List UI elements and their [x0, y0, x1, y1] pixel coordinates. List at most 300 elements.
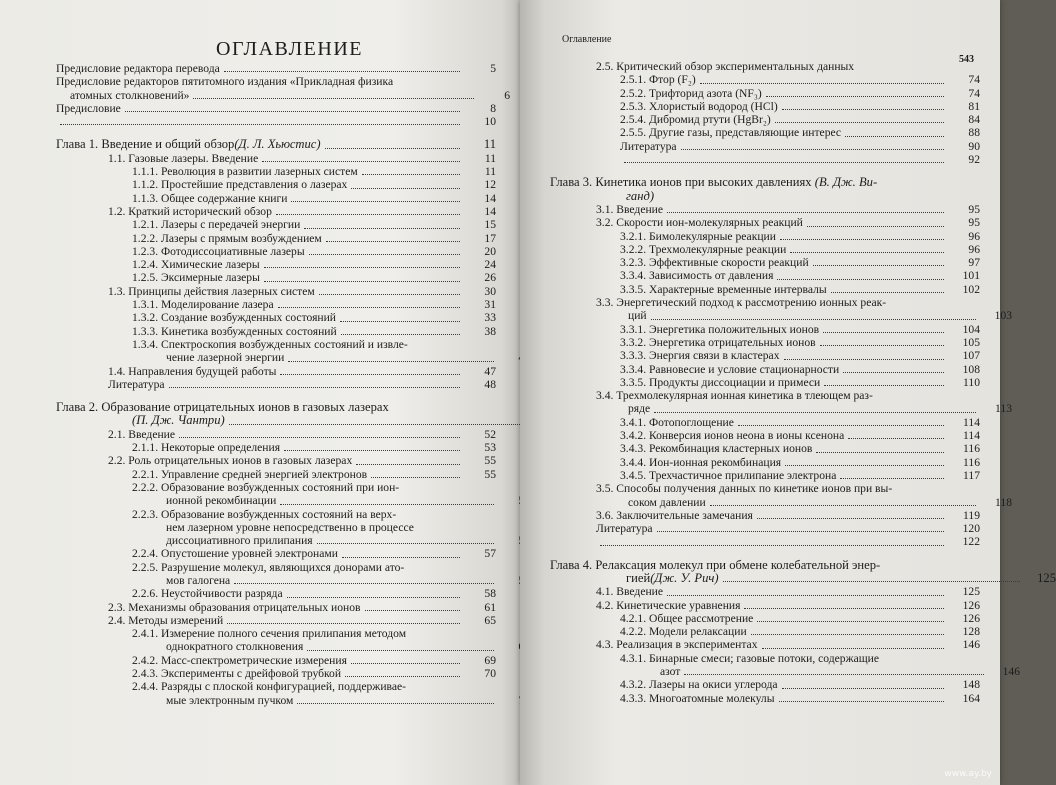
toc-entry	[56, 165, 496, 178]
toc-page-number: 126	[962, 598, 980, 612]
toc-entry	[550, 376, 980, 389]
toc-entry	[56, 115, 496, 128]
dot-leader	[341, 334, 460, 335]
toc-entry	[550, 678, 980, 691]
toc-entry	[56, 178, 496, 191]
toc-entry-line	[620, 363, 980, 376]
toc-page-number: 96	[968, 242, 980, 256]
toc-entry-text: диссоциативного прилипания	[166, 534, 313, 548]
toc-entry-text: 3.3.4. Зависимость от давления	[620, 269, 774, 283]
toc-entry	[550, 296, 1012, 323]
toc-entry-text: 2.3. Механизмы образования отрицательных ионов	[108, 600, 361, 614]
toc-entry	[56, 271, 496, 284]
toc-entry	[56, 667, 496, 680]
dot-leader	[284, 450, 460, 451]
toc-page-number: 146	[962, 638, 980, 652]
toc-entry-line	[132, 311, 496, 324]
running-head: Оглавление	[562, 34, 612, 45]
toc-page-number: 58	[484, 587, 496, 601]
page-number: 543	[959, 54, 974, 65]
dot-leader	[340, 321, 460, 322]
dot-leader	[757, 518, 944, 519]
toc-entry-text: 1.3.2. Создание возбужденных состояний	[132, 311, 337, 325]
toc-entry	[550, 651, 1020, 679]
toc-page-number: 146	[1002, 665, 1020, 679]
toc-entry-text: 1.2.4. Химические лазеры	[132, 258, 260, 272]
toc-entry-line: 3.5. Способы получения данных по кинетике ионов при вы-	[596, 482, 893, 496]
toc-entry-line	[620, 665, 1020, 678]
toc-entry	[56, 325, 496, 338]
toc-entry-text: 3.1. Введение	[596, 202, 664, 216]
toc-entry	[56, 245, 496, 258]
toc-entry-line	[132, 351, 530, 364]
dot-leader	[782, 109, 944, 110]
toc-entry-text: соком давлении	[628, 495, 706, 509]
dot-leader	[297, 703, 494, 704]
toc-entry-line	[108, 428, 496, 441]
toc-entry-line	[620, 113, 980, 126]
toc-chapter-entry	[56, 401, 496, 428]
toc-page-number: 81	[968, 99, 980, 113]
dot-leader	[710, 505, 976, 506]
toc-page-number: 30	[484, 284, 496, 298]
toc-entry-text: 2.5.1. Фтор (F₂)	[620, 73, 696, 87]
toc-entry-text: 2.1. Введение	[108, 427, 176, 441]
toc-entry-line	[132, 165, 496, 178]
toc-entry	[56, 454, 496, 467]
toc-entry-line	[550, 572, 1056, 585]
toc-entry-line	[620, 153, 980, 166]
toc-entry-line: 2.4.1. Измерение полного сечения прилипания методом	[132, 627, 407, 641]
toc-entry-line	[132, 218, 496, 231]
toc-entry-text: 3.2.3. Эффективные скорости реакций	[620, 256, 809, 270]
dot-leader	[319, 294, 460, 295]
dot-leader	[831, 292, 944, 293]
toc-entry-line	[596, 203, 980, 216]
toc-page-number: 102	[962, 282, 980, 296]
toc-entry	[56, 378, 496, 391]
dot-leader	[840, 478, 944, 479]
toc-entry	[550, 442, 980, 455]
toc-page-number: 6	[504, 88, 510, 102]
toc-entry	[56, 587, 496, 600]
toc-entry	[550, 216, 980, 229]
toc-entry	[56, 601, 496, 614]
dot-leader	[304, 228, 460, 229]
toc-entry-line	[620, 87, 980, 100]
toc-entry-line	[132, 271, 496, 284]
toc-entry	[56, 481, 496, 508]
toc-page-number: 10	[484, 115, 496, 129]
toc-entry	[550, 625, 980, 638]
toc-entry-text: 4.3. Реализация в экспериментах	[596, 638, 758, 652]
toc-entry-text: 2.5.4. Дибромид ртути (HgBr₂)	[620, 113, 771, 127]
toc-page-number: 74	[968, 86, 980, 100]
toc-entry	[550, 692, 980, 705]
toc-page-number: 92	[968, 153, 980, 167]
toc-entry-text: 1.1.3. Общее содержание книги	[132, 191, 288, 205]
toc-page-number: 116	[963, 442, 980, 456]
dot-leader	[125, 111, 460, 112]
toc-entry	[56, 152, 496, 165]
dot-leader	[317, 543, 494, 544]
toc-entry-line: Предисловие редакторов пятитомного издания «Прикладная физика	[56, 75, 394, 89]
toc-entry-line	[620, 73, 980, 86]
toc-page-number: 70	[484, 667, 496, 681]
toc-entry-text: 4.2.1. Общее рассмотрение	[620, 611, 754, 625]
toc-entry-text: 1.1.2. Простейшие представления о лазерах	[132, 178, 348, 192]
toc-chapter-entry	[56, 138, 496, 151]
toc-entry-line	[620, 456, 980, 469]
toc-entry	[56, 285, 496, 298]
dot-leader	[179, 437, 460, 438]
dot-leader	[193, 98, 474, 99]
toc-entry-line	[620, 243, 980, 256]
toc-entry-line	[620, 625, 980, 638]
toc-entry-text: 1.4. Направления будущей работы	[108, 364, 277, 378]
toc-page-number: 38	[484, 324, 496, 338]
toc-page-number: 14	[484, 204, 496, 218]
toc-entry	[56, 547, 496, 560]
toc-entry	[56, 205, 496, 218]
toc-page-number: 14	[484, 191, 496, 205]
toc-entry-line	[132, 547, 496, 560]
toc-entry	[56, 298, 496, 311]
toc-entry	[56, 468, 496, 481]
toc-entry-text: 3.3.2. Энергетика отрицательных ионов	[620, 335, 816, 349]
toc-page-number: 117	[963, 468, 980, 482]
toc-entry	[56, 192, 496, 205]
toc-entry	[56, 218, 496, 231]
toc-entry-text: 4.2. Кинетические уравнения	[596, 598, 741, 612]
toc-entry-line	[620, 612, 980, 625]
toc-entry	[56, 561, 496, 588]
toc-entry	[550, 100, 980, 113]
toc-entry-line	[620, 323, 980, 336]
toc-page-number: 69	[484, 653, 496, 667]
dot-leader	[356, 464, 460, 465]
left-toc-list	[56, 62, 510, 707]
dot-leader	[291, 201, 460, 202]
dot-leader	[784, 359, 945, 360]
toc-entry-text: 1.1.1. Революция в развитии лазерных систем	[132, 165, 358, 179]
toc-entry-line: 2.2.3. Образование возбужденных состояний на верх-	[132, 507, 397, 521]
dot-leader	[351, 188, 460, 189]
toc-entry-line	[132, 441, 496, 454]
toc-entry	[550, 363, 980, 376]
toc-entry-line	[56, 414, 572, 427]
toc-entry-text: 2.4.2. Масс-спектрометрические измерения	[132, 653, 347, 667]
dot-leader	[684, 674, 984, 675]
toc-entry	[56, 441, 496, 454]
toc-page-number: 148	[962, 678, 980, 692]
toc-entry	[550, 140, 980, 153]
toc-page-number: 8	[490, 101, 496, 115]
toc-entry-text: мов галогена	[166, 573, 231, 587]
toc-entry-line	[132, 325, 496, 338]
toc-page-number: 33	[484, 311, 496, 325]
toc-page-number: 113	[995, 402, 1012, 416]
toc-entry-line: Глава 3. Кинетика ионов при высоких давлениях (В. Дж. Ви-	[550, 175, 878, 190]
toc-page-number: 5	[490, 62, 496, 75]
toc-entry	[550, 456, 980, 469]
toc-entry-line: нем лазерном уровне непосредственно в процессе	[166, 520, 414, 534]
dot-leader	[766, 96, 944, 97]
toc-entry-line	[620, 692, 980, 705]
toc-entry-line	[132, 534, 530, 547]
toc-entry-text: мые электронным пучком	[166, 693, 294, 707]
toc-entry-line: Глава 2. Образование отрицательных ионов в газовых лазерах	[56, 400, 389, 415]
toc-page-number: 11	[484, 165, 496, 179]
toc-entry	[550, 126, 980, 139]
toc-entry-line	[596, 309, 1012, 322]
toc-entry-text: 3.3.5. Характерные временные интервалы	[620, 282, 827, 296]
toc-entry	[550, 585, 980, 598]
toc-entry-text: Предисловие редактора перевода	[56, 62, 220, 75]
toc-entry-line: 4.3.1. Бинарные смеси; газовые потоки, содержащие	[620, 651, 880, 665]
toc-page-number: 125	[1037, 570, 1056, 585]
dot-leader	[278, 307, 460, 308]
dot-leader	[823, 332, 944, 333]
toc-entry-line	[132, 468, 496, 481]
toc-page-number: 116	[963, 455, 980, 469]
chapter-author: (Д. Л. Хьюстис)	[234, 137, 321, 152]
toc-entry	[550, 87, 980, 100]
dot-leader	[751, 634, 944, 635]
toc-entry-line	[132, 178, 496, 191]
toc-entry	[56, 258, 496, 271]
toc-entry-line	[108, 152, 496, 165]
toc-page-number: 96	[968, 229, 980, 243]
chapter-author: (Дж. У. Рич)	[650, 570, 719, 585]
toc-page-number: 95	[968, 216, 980, 230]
dot-leader	[262, 161, 460, 162]
toc-page-number: 47	[484, 364, 496, 378]
toc-entry-text: 2.5.3. Хлористый водород (HCl)	[620, 99, 778, 113]
toc-entry-line	[56, 115, 496, 128]
toc-entry-line	[132, 587, 496, 600]
toc-entry	[550, 482, 1012, 509]
toc-page-number: 24	[484, 258, 496, 272]
toc-page-number: 84	[968, 113, 980, 127]
toc-page-number: 114	[963, 429, 980, 443]
toc-entry-text: 3.2.1. Бимолекулярные реакции	[620, 229, 776, 243]
toc-entry-text: 3.4.4. Ион-ионная рекомбинация	[620, 455, 782, 469]
chapter-author: (П. Дж. Чантри)	[132, 413, 225, 428]
toc-page-number: 103	[994, 309, 1012, 323]
toc-page-number: 55	[484, 467, 496, 481]
toc-entry-line	[132, 640, 530, 653]
toc-page-number: 65	[484, 613, 496, 627]
toc-entry-text: 1.2.1. Лазеры с передачей энергии	[132, 218, 301, 232]
toc-page-number: 101	[962, 269, 980, 283]
toc-entry	[56, 365, 496, 378]
toc-entry-line	[132, 694, 530, 707]
toc-page-number: 97	[968, 256, 980, 270]
dot-leader	[307, 650, 494, 651]
dot-leader	[848, 438, 944, 439]
toc-entry-line	[620, 140, 980, 153]
toc-entry-text: ций	[628, 309, 647, 323]
toc-entry	[550, 243, 980, 256]
toc-entry-line: 3.4. Трехмолекулярная ионная кинетика в тлеющем раз-	[596, 389, 873, 403]
dot-leader	[738, 425, 944, 426]
toc-title: ОГЛАВЛЕНИЕ	[216, 38, 363, 60]
toc-entry-text: 3.3.4. Равновесие и условие стационарности	[620, 362, 840, 376]
toc-entry	[550, 203, 980, 216]
toc-entry	[56, 654, 496, 667]
toc-entry-line	[596, 638, 980, 651]
toc-entry-line	[596, 509, 980, 522]
toc-entry	[56, 311, 496, 324]
toc-page-number: 12	[484, 178, 496, 192]
toc-page-number: 126	[962, 611, 980, 625]
dot-leader	[287, 597, 460, 598]
dot-leader	[657, 531, 944, 532]
toc-entry-line	[596, 599, 980, 612]
toc-entry-line	[620, 283, 980, 296]
toc-page-number: 125	[962, 585, 980, 599]
dot-leader	[309, 254, 460, 255]
toc-entry	[550, 535, 980, 548]
toc-page-number: 119	[963, 508, 980, 522]
dot-leader	[224, 71, 460, 72]
toc-entry-text: 2.2.6. Неустойчивости разряда	[132, 587, 283, 601]
toc-page-number: 26	[484, 271, 496, 285]
toc-entry	[550, 336, 980, 349]
toc-entry-line: 2.4.4. Разряды с плоской конфигурацией, поддерживае-	[132, 680, 406, 694]
dot-leader	[816, 452, 944, 453]
toc-entry	[550, 230, 980, 243]
toc-entry-line: 2.2.5. Разрушение молекул, являющихся донорами ато-	[132, 560, 405, 574]
toc-entry-text: 2.2.4. Опустошение уровней электронами	[132, 547, 338, 561]
toc-entry-line	[56, 138, 496, 151]
toc-entry-line	[620, 678, 980, 691]
toc-entry	[56, 338, 496, 365]
toc-entry	[550, 389, 1012, 416]
toc-entry-line: 2.2.2. Образование возбужденных состояний при ион-	[132, 480, 400, 494]
left-page	[0, 0, 522, 785]
dot-leader	[813, 265, 944, 266]
toc-page-number: 53	[484, 441, 496, 455]
toc-entry-text: атомных столкновений»	[70, 88, 190, 102]
toc-entry-line	[620, 336, 980, 349]
toc-page-number: 118	[995, 495, 1012, 509]
toc-entry	[550, 429, 980, 442]
dot-leader	[234, 583, 494, 584]
toc-page-number: 17	[484, 231, 496, 245]
toc-entry-text: чение лазерной энергии	[166, 351, 285, 365]
toc-entry-text: 3.3.5. Продукты диссоциации и примеси	[620, 375, 821, 389]
dot-leader	[775, 122, 944, 123]
toc-entry	[56, 62, 496, 75]
toc-entry-line	[620, 416, 980, 429]
toc-entry-line	[132, 258, 496, 271]
toc-entry-line	[132, 574, 530, 587]
toc-entry-line: Глава 4. Релаксация молекул при обмене колебательной энер-	[550, 557, 881, 572]
toc-page-number: 122	[962, 535, 980, 549]
toc-page-number: 104	[962, 322, 980, 336]
toc-entry	[550, 416, 980, 429]
toc-entry-text: 1.2.2. Лазеры с прямым возбуждением	[132, 231, 322, 245]
toc-entry-line: 3.3. Энергетический подход к рассмотрению ионных реак-	[596, 296, 887, 310]
toc-page-number: 105	[962, 335, 980, 349]
toc-page-number: 88	[968, 126, 980, 140]
toc-entry	[56, 614, 496, 627]
toc-entry	[550, 323, 980, 336]
toc-entry	[56, 232, 496, 245]
chapter-author: (В. Дж. Ви-	[814, 175, 878, 190]
toc-entry-text: 1.3. Принципы действия лазерных систем	[108, 284, 315, 298]
dot-leader	[820, 345, 944, 346]
toc-entry-text: Литература	[620, 139, 677, 153]
toc-entry-line	[596, 402, 1012, 415]
toc-entry-text: 3.3.1. Энергетика положительных ионов	[620, 322, 820, 336]
toc-entry-line	[596, 496, 1012, 509]
dot-leader	[227, 623, 460, 624]
dot-leader	[371, 477, 460, 478]
dot-leader	[654, 412, 976, 413]
toc-entry-line	[132, 494, 530, 507]
dot-leader	[843, 372, 944, 373]
toc-entry-line	[620, 256, 980, 269]
toc-entry-text: 1.2.3. Фотодиссоциативные лазеры	[132, 244, 305, 258]
toc-entry-line	[620, 429, 980, 442]
toc-entry	[56, 627, 496, 654]
toc-entry	[550, 509, 980, 522]
toc-entry	[550, 599, 980, 612]
toc-entry	[56, 680, 496, 707]
dot-leader	[351, 663, 460, 664]
toc-entry-text: 1.3.3. Кинетика возбужденных состояний	[132, 324, 337, 338]
toc-entry	[550, 113, 980, 126]
dot-leader	[723, 581, 1020, 582]
toc-entry-text: 1.2. Краткий исторический обзор	[108, 204, 272, 218]
dot-leader	[757, 621, 944, 622]
toc-chapter-entry	[550, 557, 1056, 586]
toc-entry-text: 3.6. Заключительные замечания	[596, 508, 753, 522]
right-page	[520, 0, 1056, 785]
dot-leader	[782, 688, 944, 689]
dot-leader	[276, 214, 460, 215]
toc-entry-line	[132, 245, 496, 258]
toc-entry-text: Предисловие	[56, 101, 121, 115]
dot-leader	[280, 504, 494, 505]
toc-entry-text: Литература	[108, 377, 165, 391]
dot-leader	[326, 241, 460, 242]
dot-leader	[824, 385, 944, 386]
toc-page-number: 110	[963, 375, 980, 389]
toc-entry	[56, 428, 496, 441]
toc-page-number: 55	[484, 454, 496, 468]
dot-leader	[264, 267, 460, 268]
dot-leader	[785, 465, 944, 466]
dot-leader	[667, 212, 944, 213]
toc-page-number: 95	[968, 202, 980, 216]
toc-page-number: 11	[484, 151, 496, 165]
toc-entry-text: 4.3.2. Лазеры на окиси углерода	[620, 678, 778, 692]
toc-entry-line	[108, 601, 496, 614]
toc-page-number: 114	[963, 415, 980, 429]
toc-page-number: 52	[484, 427, 496, 441]
toc-entry	[56, 75, 510, 102]
dot-leader	[779, 701, 944, 702]
toc-entry-line	[620, 269, 980, 282]
toc-entry-text: 3.4.5. Трехчастичное прилипание электрона	[620, 468, 837, 482]
toc-entry-line	[108, 378, 496, 391]
toc-entry	[550, 612, 980, 625]
toc-page-number: 128	[962, 625, 980, 639]
